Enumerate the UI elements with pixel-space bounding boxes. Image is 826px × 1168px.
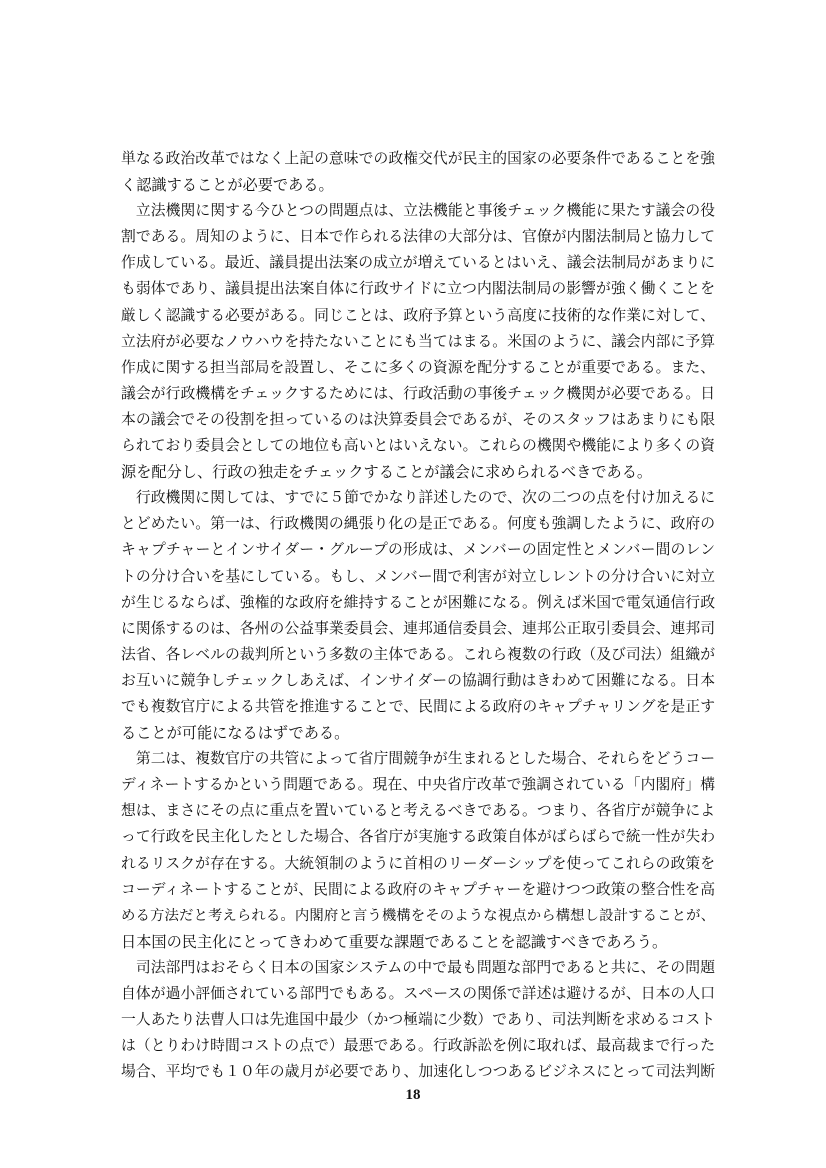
text-line: キャプチャーとインサイダー・グループの形成は、メンバーの固定性とメンバー間のレン <box>121 541 715 559</box>
text-line: コーディネートすることが、民間による政府のキャプチャーを避けつつ政策の整合性を高 <box>121 880 715 898</box>
text-line: く認識することが必要である。 <box>121 176 334 195</box>
text-line: って行政を民主化したとした場合、各省庁が実施する政策自体がばらばらで統一性が失わ <box>121 828 715 846</box>
paragraph <box>121 955 715 1085</box>
text-line: 行政機関に関しては、すでに５節でかなり詳述したので、次の二つの点を付け加えるに <box>121 489 715 507</box>
text-line: 第二は、複数官庁の共管によって省庁間競争が生まれるとした場合、それらをどうコー <box>121 750 715 768</box>
text-line: 作成に関する担当部局を設置し、そこに多くの資源を配分することが重要である。また、 <box>121 358 715 376</box>
text-line: も弱体であり、議員提出法案自体に行政サイドに立つ内閣法制局の影響が強く働くことを <box>121 280 715 298</box>
text-line: ディネートするかという問題である。現在、中央省庁改革で強調されている「内閣府」構 <box>121 776 715 794</box>
text-line: 本の議会でその役割を担っているのは決算委員会であるが、そのスタッフはあまりにも限 <box>121 410 715 428</box>
text-line: は（とりわけ時間コストの点で）最悪である。行政訴訟を例に取れば、最高裁まで行った <box>121 1037 715 1055</box>
text-line: 議会が行政機構をチェックするためには、行政活動の事後チェック機関が必要である。日 <box>121 384 715 402</box>
text-line: 一人あたり法曹人口は先進国中最少（かつ極端に少数）であり、司法判断を求めるコスト <box>121 1011 715 1029</box>
text-line: が生じるならば、強権的な政府を維持することが困難になる。例えば米国で電気通信行政 <box>121 593 715 611</box>
paragraph <box>121 146 715 198</box>
body-text <box>121 146 715 1085</box>
paragraph <box>121 485 715 746</box>
text-line: 司法部門はおそらく日本の国家システムの中で最も問題な部門であると共に、その問題 <box>121 958 715 976</box>
text-line: に関係するのは、各州の公益事業委員会、連邦通信委員会、連邦公正取引委員会、連邦司 <box>121 619 715 637</box>
text-line: 厳しく認識する必要がある。同じことは、政府予算という高度に技術的な作業に対して、 <box>121 306 715 324</box>
text-line: 単なる政治改革ではなく上記の意味での政権交代が民主的国家の必要条件であることを強 <box>121 150 715 167</box>
text-line: める方法だと考えられる。内閣府と言う機構をそのような視点から構想し設計することが、 <box>121 907 715 924</box>
text-line: ることが可能になるはずである。 <box>121 724 350 743</box>
text-line: 日本国の民主化にとってきわめて重要な課題であることを認識すべきであろう。 <box>121 932 668 951</box>
text-line: 源を配分し、行政の独走をチェックすることが議会に求められるべきである。 <box>121 463 653 482</box>
text-line: でも複数官庁による共管を推進することで、民間による政府のキャプチャリングを是正す <box>121 697 715 715</box>
text-line: 想は、まさにその点に重点を置いていると考えるべきである。つまり、各省庁が競争によ <box>121 802 715 820</box>
text-line: お互いに競争しチェックしあえば、インサイダーの協調行動はきわめて困難になる。日本 <box>121 671 715 689</box>
text-line: 場合、平均でも１０年の歳月が必要であり、加速化しつつあるビジネスにとって司法判断 <box>121 1063 715 1081</box>
text-line: られており委員会としての地位も高いとはいえない。これらの機関や機能により多くの資 <box>121 437 715 455</box>
text-line: 割である。周知のように、日本で作られる法律の大部分は、官僚が内閣法制局と協力して <box>121 228 715 246</box>
page-number: 18 <box>405 1087 421 1103</box>
text-line: 立法機関に関する今ひとつの問題点は、立法機能と事後チェック機能に果たす議会の役 <box>121 202 715 220</box>
paragraph <box>121 198 715 485</box>
paragraph <box>121 746 715 955</box>
text-line: 自体が過小評価されている部門でもある。スペースの関係で詳述は避けるが、日本の人口 <box>121 985 715 1002</box>
text-line: 立法府が必要なノウハウを持たないことにも当てはまる。米国のように、議会内部に予算 <box>121 332 715 350</box>
text-line: 法省、各レベルの裁判所という多数の主体である。これら複数の行政（及び司法）組織が <box>121 645 715 663</box>
text-line: れるリスクが存在する。大統領制のように首相のリーダーシップを使ってこれらの政策を <box>121 854 715 872</box>
text-line: とどめたい。第一は、行政機関の縄張り化の是正である。何度も強調したように、政府の <box>121 515 715 533</box>
text-line: トの分け合いを基にしている。もし、メンバー間で利害が対立しレントの分け合いに対立 <box>121 567 715 585</box>
text-line: 作成している。最近、議員提出法案の成立が増えているとはいえ、議会法制局があまりに <box>121 254 715 272</box>
